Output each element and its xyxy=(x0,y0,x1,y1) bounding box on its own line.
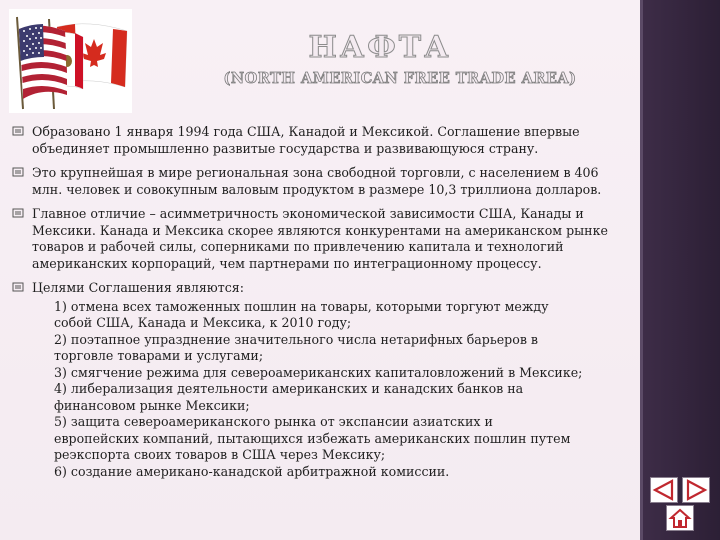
decorative-bullet-icon xyxy=(12,166,24,178)
goal-line: финансовом рынке Мексики; xyxy=(54,397,250,413)
bullet-line: Образовано 1 января 1994 года США, Канадой и Мексикой. Соглашение впервые xyxy=(32,124,580,139)
decorative-bullet-icon xyxy=(12,207,24,219)
bullet-item xyxy=(12,165,612,198)
goal-line: европейских компаний, пытающихся избежать американских пошлин путем xyxy=(54,430,571,446)
bullet-item xyxy=(12,280,612,480)
goal-line: реэкспорта своих товаров в США через Мексику; xyxy=(54,447,386,462)
bullet-line: Это крупнейшая в мире региональная зона свободной торговли, с населением в 406 xyxy=(32,165,599,180)
goal-line: торговле товарами и услугами; xyxy=(54,348,264,363)
goals-list xyxy=(32,299,612,481)
goal-line: 6) создание американо-канадской арбитражной комиссии. xyxy=(54,463,450,479)
bullet-line: объединяет промышленно развитые государства и развивающуюся страну. xyxy=(32,140,539,156)
nav-prev-button[interactable] xyxy=(650,477,678,503)
bullet-line: американских корпораций, чем партнерами по интеграционному процессу. xyxy=(32,255,542,271)
slide-subtitle: (NORTH AMERICAN FREE TRADE AREA) xyxy=(223,70,577,87)
flags-logo xyxy=(9,9,132,113)
goal-line: собой США, Канада и Мексика, к 2010 году; xyxy=(54,315,352,330)
nav-home-button[interactable] xyxy=(666,505,694,531)
bullet-item xyxy=(12,124,612,157)
bullet-item xyxy=(12,206,612,272)
bullet-line: Мексики. Канада и Мексика скорее являются конкурентами на американском рынке xyxy=(32,222,608,238)
slide-content xyxy=(12,124,612,488)
arrow-right-icon xyxy=(684,479,708,501)
goal-line: 1) отмена всех таможенных пошлин на товары, которыми торгуют между xyxy=(54,298,549,314)
bullet-line: Главное отличие – асимметричность экономической зависимости США, Канады и xyxy=(32,206,584,221)
decorative-bullet-icon xyxy=(12,281,24,293)
bullet-line: Целями Соглашения являются: xyxy=(32,280,244,295)
goal-line: 2) поэтапное упразднение значительного числа нетарифных барьеров в xyxy=(54,331,539,347)
goal-line: 4) либерализация деятельности американских и канадских банков на xyxy=(54,381,524,396)
slide-title: НАФТА xyxy=(308,30,452,65)
goal-line: 3) смягчение режима для североамериканских капиталовложений в Мексике; xyxy=(54,364,583,380)
bullet-line: товаров и рабочей силы, соперниками по привлечению капитала и технологий xyxy=(32,239,564,254)
decorative-bullet-icon xyxy=(12,125,24,137)
us-canada-mexico-flags-icon xyxy=(9,9,132,113)
arrow-left-icon xyxy=(652,479,676,501)
goal-line: 5) защита североамериканского рынка от экспансии азиатских и xyxy=(54,414,493,429)
bullet-line: млн. человек и совокупным валовым продуктом в размере 10,3 триллиона долларов. xyxy=(32,181,602,197)
home-icon xyxy=(668,507,692,529)
nav-next-button[interactable] xyxy=(682,477,710,503)
